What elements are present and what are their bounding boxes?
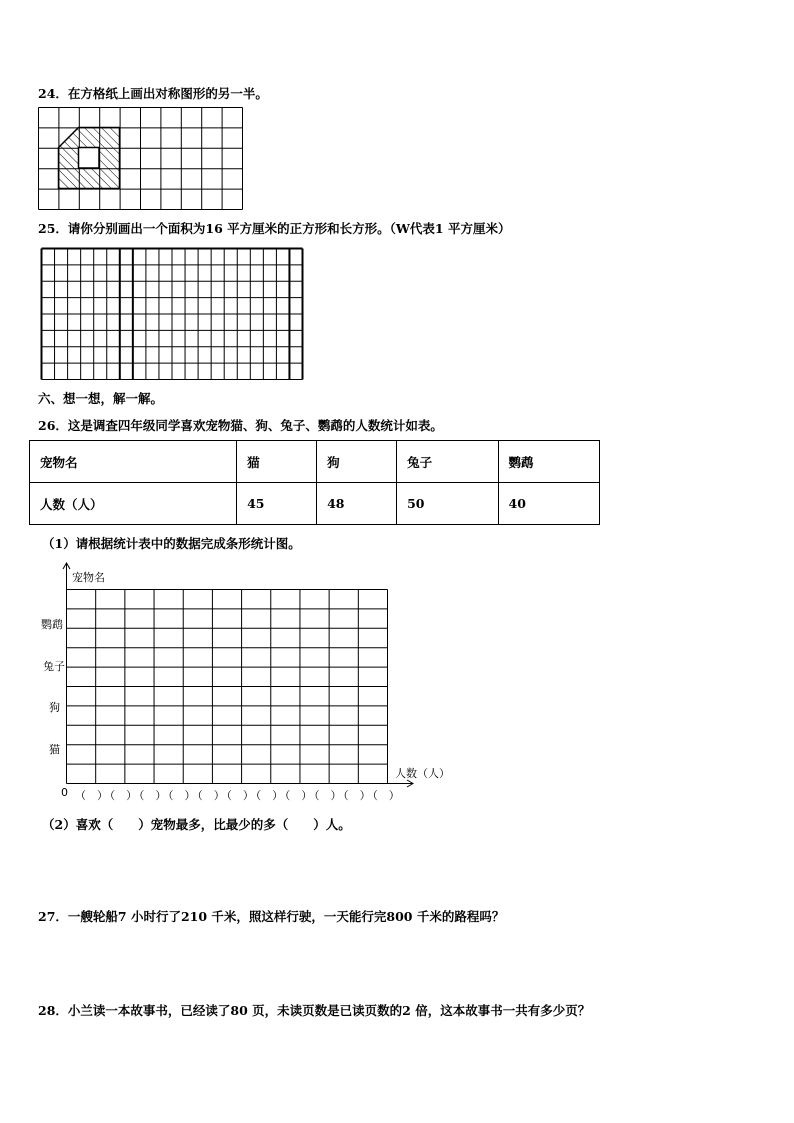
question-27: 27．一艘轮船7 小时行了210 千米，照这样行驶，一天能行完800 千米的路程吗？: [38, 909, 505, 924]
table-cell: 40: [498, 483, 600, 525]
chart-y-axis-label: 宠物名: [72, 571, 105, 584]
table-cell: 宠物名: [30, 441, 237, 483]
pet-stats-table: [29, 440, 600, 525]
x-tick-blank[interactable]: （ ）: [162, 789, 196, 802]
table-cell: 兔子: [397, 441, 498, 483]
question-28: 28．小兰读一本故事书，已经读了80 页，未读页数是已读页数的2 倍，这本故事书一共有多少页？: [38, 1003, 591, 1018]
area-grid[interactable]: [41, 248, 303, 380]
question-26: 26．这是调查四年级同学喜欢宠物猫、狗、兔子、鹦鹉的人数统计如表。: [38, 418, 443, 433]
category-label: 猫: [49, 743, 60, 756]
table-cell: 狗: [317, 441, 397, 483]
x-tick-blank[interactable]: （ ）: [366, 789, 400, 802]
x-tick-blank[interactable]: （ ）: [279, 789, 313, 802]
x-tick-blank[interactable]: （ ）: [220, 789, 254, 802]
table-cell: 猫: [237, 441, 317, 483]
table-cell: 45: [237, 483, 317, 525]
bar-chart[interactable]: [60, 560, 420, 790]
table-cell: 50: [397, 483, 498, 525]
x-tick-blank[interactable]: （ ）: [250, 789, 284, 802]
category-label: 狗: [49, 701, 60, 714]
question-26-part-2[interactable]: （2）喜欢（ ）宠物最多，比最少的多（ ）人。: [42, 817, 351, 832]
table-cell: 人数（人）: [30, 483, 237, 525]
table-row: [30, 441, 600, 483]
category-label: 兔子: [43, 660, 65, 673]
chart-origin-label: 0: [61, 786, 68, 799]
x-tick-blank[interactable]: （ ）: [337, 789, 371, 802]
symmetry-grid[interactable]: [38, 107, 244, 210]
table-cell: 48: [317, 483, 397, 525]
x-tick-blank[interactable]: （ ）: [308, 789, 342, 802]
question-26-part-1: （1）请根据统计表中的数据完成条形统计图。: [42, 536, 301, 551]
x-tick-blank[interactable]: （ ）: [104, 789, 138, 802]
x-tick-blank[interactable]: （ ）: [133, 789, 167, 802]
question-24: 24．在方格纸上画出对称图形的另一半。: [38, 86, 268, 101]
question-25: 25．请你分别画出一个面积为16 平方厘米的正方形和长方形。（W代表1 平方厘米）: [38, 221, 511, 236]
section-heading: 六、想一想，解一解。: [38, 391, 164, 406]
table-cell: 鹦鹉: [498, 441, 600, 483]
shape-hole: [79, 148, 100, 169]
x-tick-blank[interactable]: （ ）: [191, 789, 225, 802]
chart-x-axis-label: 人数（人）: [395, 767, 450, 780]
x-tick-blank[interactable]: （ ）: [75, 789, 108, 802]
table-row: [30, 483, 600, 525]
category-label: 鹦鹉: [41, 618, 63, 631]
